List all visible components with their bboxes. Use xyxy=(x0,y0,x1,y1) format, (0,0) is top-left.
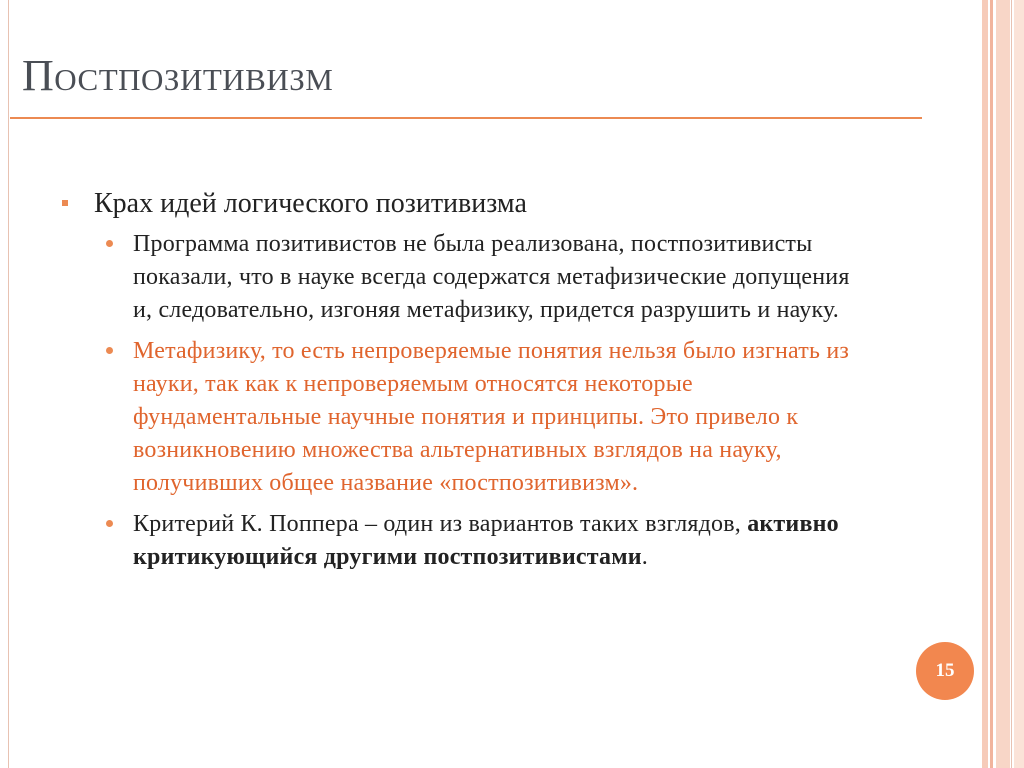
bullet-text-bold: активно критикующийся другими постпозитивистами xyxy=(133,511,839,570)
title-underline xyxy=(10,117,922,119)
slide-title: Постпозитивизм xyxy=(22,51,334,100)
level2-bullet-highlighted xyxy=(106,335,850,500)
level1-bullet xyxy=(60,184,850,224)
decor-stripe xyxy=(1014,0,1024,768)
square-bullet-icon xyxy=(62,200,68,206)
slide-content xyxy=(60,184,850,582)
decor-stripe xyxy=(982,0,988,768)
level2-bullet xyxy=(106,508,850,574)
bullet-text: Программа позитивистов не была реализована, постпозитивисты показали, что в науке всегда содержатся метафизические допущения и, следовательно, изгоняя метафизику, придется разрушить и науку. xyxy=(133,231,850,323)
level1-text: Крах идей логического позитивизма xyxy=(94,188,527,219)
bullet-text-end: . xyxy=(641,544,648,570)
bullet-text-start: Критерий К. Поппера – один из вариантов таких взглядов, xyxy=(133,511,748,537)
bullet-text: Метафизику, то есть непроверяемые понятия нельзя было изгнать из науки, так как к непроверяемым относятся некоторые фундаментальные научные понятия и принципы. Это привело к возникновению множества альтернативных взглядов на науку, получивших общее название «постпозитивизм». xyxy=(133,338,850,496)
decor-stripe xyxy=(990,0,993,768)
round-bullet-icon xyxy=(106,240,113,247)
level2-bullet xyxy=(106,228,850,327)
round-bullet-icon xyxy=(106,347,113,354)
round-bullet-icon xyxy=(106,520,113,527)
page-number-badge: 15 xyxy=(916,642,974,700)
decor-stripe xyxy=(996,0,1010,768)
